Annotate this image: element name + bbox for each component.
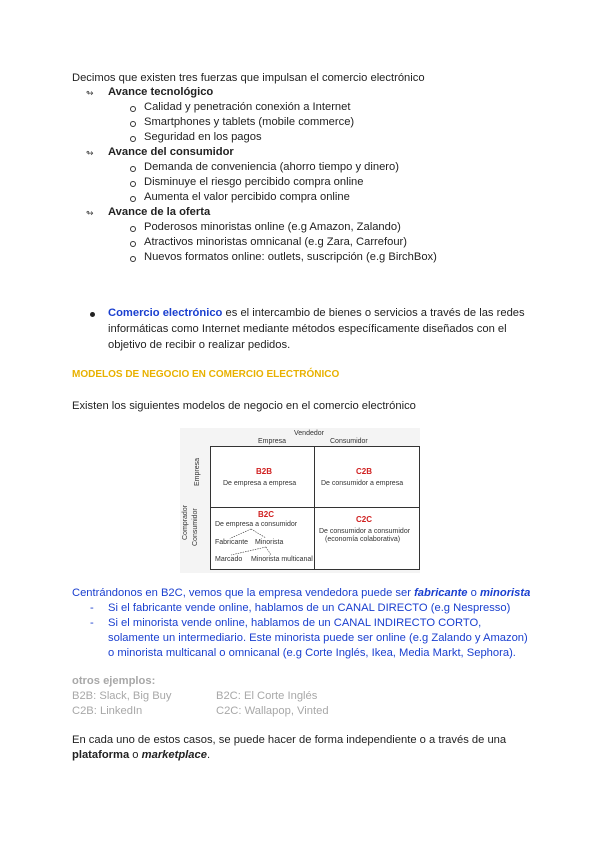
- models-intro: Existen los siguientes modelos de negocio en el comercio electrónico: [72, 400, 416, 412]
- circle-bullet-icon: [130, 181, 136, 187]
- example-b2b: B2B: Slack, Big Buy: [72, 690, 172, 702]
- fabricante-term: fabricante: [414, 587, 468, 599]
- b2c-bullet-1: Si el fabricante vende online, hablamos de un CANAL DIRECTO (e.g Nespresso): [108, 602, 511, 614]
- closing-or: o: [129, 749, 142, 761]
- list-item: Calidad y penetración conexión a Internet: [144, 101, 351, 113]
- force-title: Avance del consumidor: [108, 146, 234, 158]
- intro-text: Decimos que existen tres fuerzas que impulsan el comercio electrónico: [72, 72, 425, 84]
- cell-code-c2b: C2B: [356, 467, 373, 476]
- closing-period: .: [206, 749, 211, 761]
- marketplace-term: marketplace: [141, 749, 207, 761]
- closing-line-1: En cada uno de estos casos, se puede hacer de forma independiente o a través de una: [72, 734, 507, 746]
- diagram-col-label: Empresa: [258, 438, 287, 445]
- bullet-dot-icon: [90, 312, 95, 317]
- circle-bullet-icon: [130, 166, 136, 172]
- list-item: Demanda de conveniencia (ahorro tiempo y dinero): [144, 161, 399, 173]
- b2c-bullet-2-line-3: o minorista multicanal o omnicanal (e.g Corte Inglés, Ikea, Media Markt, Sephora).: [108, 647, 516, 659]
- b2c-sub-label: Fabricante: [215, 539, 249, 546]
- arrow-bullet-icon: ↬: [86, 88, 94, 98]
- cell-desc-b2b: De empresa a empresa: [223, 480, 297, 487]
- arrow-bullet-icon: ↬: [86, 208, 94, 218]
- cell-code-c2c: C2C: [356, 515, 373, 524]
- business-models-diagram: [180, 428, 420, 573]
- b2c-intro-text: Centrándonos en B2C, vemos que la empresa vendedora puede ser: [72, 587, 415, 599]
- definition-term: Comercio electrónico: [108, 307, 223, 319]
- circle-bullet-icon: [130, 256, 136, 262]
- b2c-sub-label: Minorista multicanal: [251, 556, 313, 563]
- arrow-bullet-icon: ↬: [86, 148, 94, 158]
- definition-line-3: objetivo de recibir o realizar pedidos.: [108, 339, 291, 351]
- diagram-grid: [210, 446, 420, 570]
- cell-desc-b2c: De empresa a consumidor: [215, 521, 298, 528]
- diagram-top-label: Vendedor: [294, 430, 324, 437]
- b2c-bullet-2-line-1: Si el minorista vende online, hablamos de un CANAL INDIRECTO CORTO,: [108, 617, 482, 629]
- b2c-sub-label: Minorista: [255, 539, 284, 546]
- circle-bullet-icon: [130, 136, 136, 142]
- example-c2c: C2C: Wallapop, Vinted: [216, 705, 329, 717]
- diagram-row-label: Empresa: [194, 457, 201, 486]
- circle-bullet-icon: [130, 226, 136, 232]
- force-title: Avance tecnológico: [108, 86, 214, 98]
- diagram-row-label: Comprador: [182, 504, 189, 540]
- b2c-sub-label: Marcado: [215, 556, 243, 563]
- cell-code-b2c: B2C: [258, 510, 275, 519]
- b2c-intro: [72, 587, 530, 599]
- list-item: Disminuye el riesgo percibido compra online: [144, 176, 364, 188]
- dash-bullet-icon: -: [90, 602, 94, 614]
- minorista-term: minorista: [479, 587, 531, 599]
- dash-bullet-icon: -: [90, 617, 94, 629]
- list-item: Poderosos minoristas online (e.g Amazon, Zalando): [144, 221, 401, 233]
- closing-line-2: [72, 749, 210, 761]
- section-heading: MODELOS DE NEGOCIO EN COMERCIO ELECTRÓNICO: [72, 369, 340, 380]
- list-item: Smartphones y tablets (mobile commerce): [144, 116, 355, 128]
- cell-desc-c2c: De consumidor a consumidor: [319, 528, 411, 535]
- definition-line-2: informáticas como Internet mediante métodos específicamente diseñados con el: [108, 323, 507, 335]
- plataforma-term: plataforma: [72, 749, 130, 761]
- c2c-note: (economía colaborativa): [325, 536, 401, 543]
- example-c2b: C2B: LinkedIn: [72, 705, 143, 717]
- list-item: Atractivos minoristas omnicanal (e.g Zara, Carrefour): [144, 236, 407, 248]
- circle-bullet-icon: [130, 241, 136, 247]
- force-title: Avance de la oferta: [108, 206, 211, 218]
- list-item: Aumenta el valor percibido compra online: [144, 191, 350, 203]
- example-b2c: B2C: El Corte Inglés: [216, 690, 318, 702]
- diagram-row-label: Consumidor: [192, 508, 199, 546]
- examples-title: otros ejemplos:: [72, 675, 156, 687]
- circle-bullet-icon: [130, 121, 136, 127]
- definition-line-1: [108, 307, 525, 319]
- diagram-col-label: Consumidor: [330, 438, 368, 445]
- list-item: Nuevos formatos online: outlets, suscripción (e.g BirchBox): [144, 251, 437, 263]
- circle-bullet-icon: [130, 106, 136, 112]
- cell-code-b2b: B2B: [256, 467, 273, 476]
- b2c-branch-lines: [211, 447, 315, 569]
- cell-desc-c2b: De consumidor a empresa: [321, 480, 404, 487]
- b2c-bullet-2-line-2: solamente un intermediario. Este minorista puede ser online (e.g Zalando y Amazon): [108, 632, 528, 644]
- definition-text: es el intercambio de bienes o servicios a través de las redes: [222, 307, 525, 319]
- circle-bullet-icon: [130, 196, 136, 202]
- list-item: Seguridad en los pagos: [144, 131, 262, 143]
- b2c-or: o: [467, 587, 480, 599]
